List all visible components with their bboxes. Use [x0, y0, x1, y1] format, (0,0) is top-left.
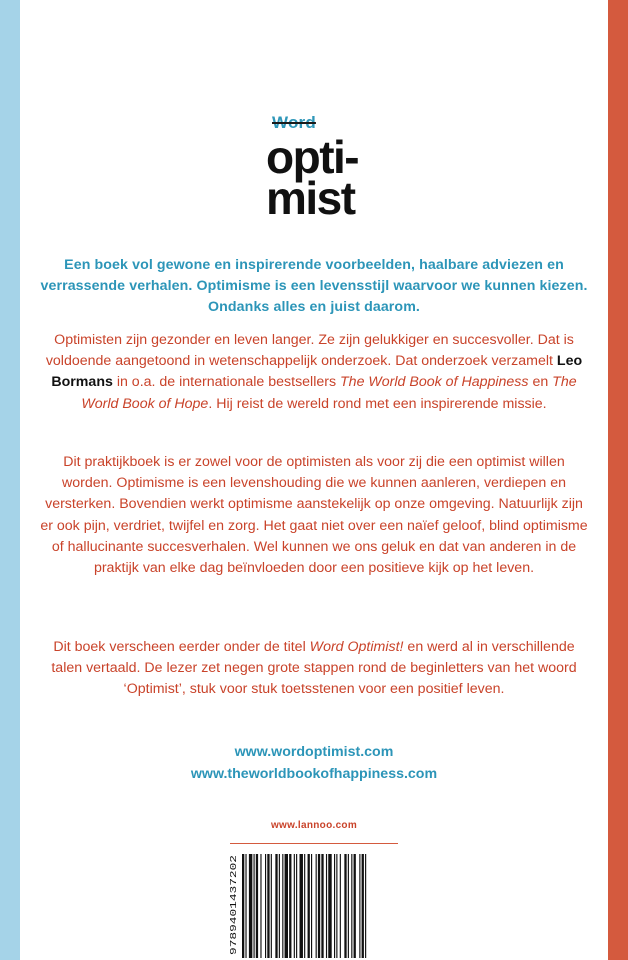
- barcode-bar: [245, 854, 246, 958]
- barcode-bar: [365, 854, 366, 958]
- barcode-bar: [265, 854, 266, 958]
- barcode-bar: [308, 854, 310, 958]
- barcode-bar: [359, 854, 360, 958]
- barcode-bar: [348, 854, 349, 958]
- paragraph-text: Dit boek verscheen eerder onder de titel: [53, 639, 310, 655]
- barcode-bar: [304, 854, 305, 958]
- barcode-bar: [328, 854, 331, 958]
- barcode-bar: [354, 854, 356, 958]
- logo-line-1: opti-: [266, 131, 359, 183]
- logo-line-2: mist: [266, 172, 355, 224]
- barcode-bar: [318, 854, 320, 958]
- barcode-bar: [275, 854, 277, 958]
- barcode-bar: [249, 854, 252, 958]
- barcode-bar: [282, 854, 283, 958]
- isbn-barcode: [230, 852, 398, 960]
- barcode-bar: [321, 854, 323, 958]
- barcode-bar: [326, 854, 327, 958]
- barcode-bar: [254, 854, 255, 958]
- publisher-url: www.lannoo.com: [270, 820, 358, 831]
- website-links: [40, 741, 588, 785]
- barcode-bar: [260, 854, 261, 958]
- barcode-bar: [271, 854, 272, 958]
- barcode-bar: [340, 854, 341, 958]
- paragraph-text: . Hij reist de wereld rond met een inspirerende missie.: [208, 395, 547, 412]
- link-worldbookofhappiness[interactable]: www.theworldbookofhappiness.com: [190, 766, 438, 782]
- paragraph-text: in o.a. de internationale bestsellers: [112, 374, 341, 391]
- previous-title: Word Optimist!: [309, 639, 404, 655]
- barcode-bar: [294, 854, 295, 958]
- barcode-bar: [289, 854, 291, 958]
- paragraph-text: en werd al in verschillende talen vertaald. De lezer zet negen grote stappen rond de beginletters van het woord ‘Optimist’, stuk voor stuk toetsstenen voor een positief leven.: [51, 639, 577, 698]
- link-wordoptimist[interactable]: www.wordoptimist.com: [234, 744, 394, 760]
- paragraph-edition: [40, 637, 588, 701]
- isbn-digits-text: 9789401437202: [229, 884, 239, 955]
- paragraph-research: [40, 330, 588, 415]
- paragraph-text: Optimisten zijn gezonder en leven langer. Ze zijn gelukkiger en succesvoller. Dat is voldoende aangetoond in wetenschappelijk onderzoek. Dat onderzoek verzamelt: [45, 332, 574, 370]
- barcode-bar: [344, 854, 346, 958]
- barcode-bar: [285, 854, 288, 958]
- intro-blurb: Een boek vol gewone en inspirerende voorbeelden, haalbare adviezen en verrassende verhalen. Optimisme is een levensstijl waarvoor we kunnen kiezen. Ondanks alles en juist daarom.: [40, 257, 588, 316]
- barcode-bar: [334, 854, 335, 958]
- barcode-bar: [316, 854, 317, 958]
- left-color-stripe: [0, 0, 20, 960]
- barcode-bar: [311, 854, 312, 958]
- barcode-bar: [300, 854, 303, 958]
- isbn-number: [230, 852, 238, 957]
- barcode-bar: [267, 854, 269, 958]
- logo-crossed-word: Word: [272, 113, 316, 132]
- barcode-bar: [351, 854, 352, 958]
- right-color-stripe: [608, 0, 628, 960]
- barcode-bar: [336, 854, 337, 958]
- barcode-bars-icon: [230, 852, 398, 960]
- barcode-bar: [242, 854, 244, 958]
- author-name: Leo Bormans: [51, 353, 583, 391]
- barcode-bar: [296, 854, 297, 958]
- divider-line: [230, 843, 398, 844]
- barcode-bar: [279, 854, 280, 958]
- barcode-bar: [362, 854, 364, 958]
- book-title: The World Book of Hope: [81, 374, 577, 412]
- paragraph-practice: Dit praktijkboek is er zowel voor de optimisten als voor zij die een optimist willen worden. Optimisme is een levenshouding die we kunnen aanleren, verdiepen en versterken. Bovendien werkt optimisme aanstekelijk op onze omgeving. Natuurlijk zijn er ook pijn, verdriet, twijfel en zorg. Het gaat niet over een naïef geloof, blind optimisme of hallucinante succesverhalen. Wel kunnen we ons geluk en dat van anderen in de praktijk van elke dag beïnvloeden door een positieve kijk op het leven.: [40, 454, 588, 577]
- barcode-bar: [256, 854, 258, 958]
- book-title: The World Book of Happiness: [340, 374, 529, 391]
- paragraph-text: en: [528, 374, 553, 391]
